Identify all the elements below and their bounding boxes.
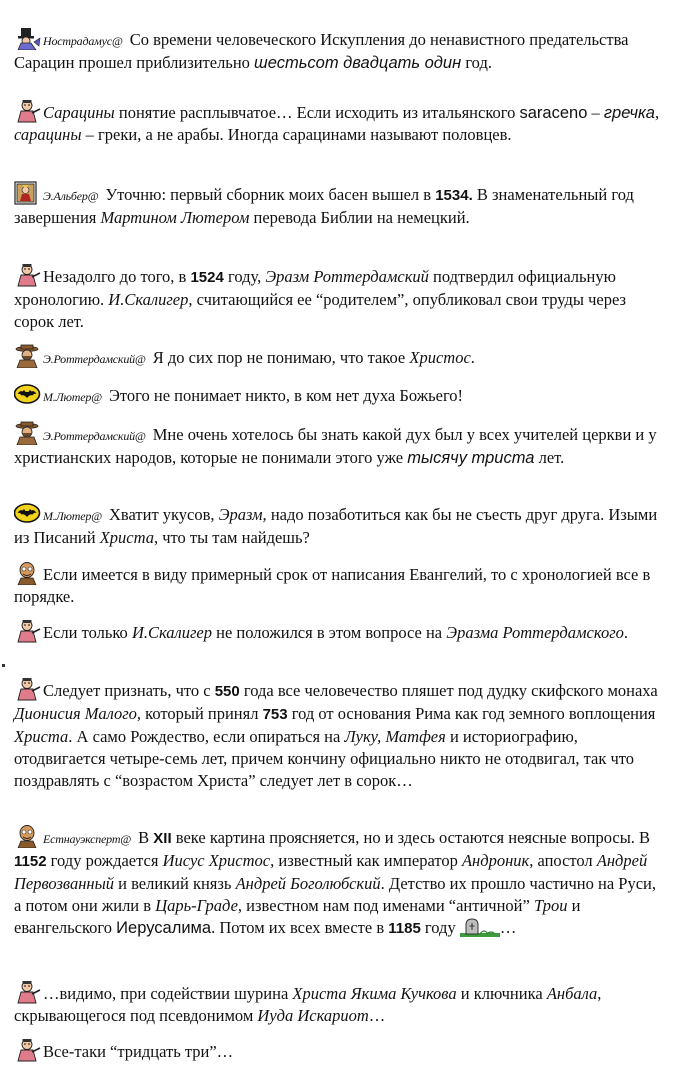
bald-man-avatar-icon: [14, 824, 42, 848]
message-10: Если только И.Скалигер не положился в этом вопросе на Эразма Роттердамского.: [14, 619, 666, 644]
message-4: Незадолго до того, в 1524 году, Эразм Роттердамский подтвердил официальную хронологию. И.Скалигер, считающийся ее “родителем”, опубликовал свои труды через сорок лет.: [14, 263, 666, 333]
author-signature: М.Лютер@: [43, 509, 103, 523]
author-signature: Э.Альбер@: [43, 189, 99, 203]
pointing-man-avatar-icon: [14, 99, 42, 123]
author-signature: Естнауэксперт@: [43, 832, 132, 846]
message-9: Если имеется в виду примерный срок от написания Евангелий, то с хронологией все в порядке.: [14, 561, 666, 608]
bat-emblem-avatar-icon: [14, 382, 42, 406]
author-signature: Э.Роттердамский@: [43, 429, 146, 443]
wizard-avatar-icon: [14, 26, 42, 50]
message-6: М.Лютер@ Этого не понимает никто, в ком нет духа Божьего!: [14, 382, 666, 408]
hat-man-avatar-icon: [14, 421, 42, 445]
pointing-man-avatar-icon: [14, 1038, 42, 1062]
message-13: …видимо, при содействии шурина Христа Якима Кучкова и ключника Анбала, скрывающегося под псевдонимом Иуда Искариот…: [14, 980, 666, 1027]
stray-mark: [2, 664, 5, 667]
bald-man-avatar-icon: [14, 561, 42, 585]
author-signature: Нострадамус@: [43, 34, 123, 48]
bat-emblem-avatar-icon: [14, 501, 42, 525]
message-11: Следует признать, что с 550 года все человечество пляшет под дудку скифского монаха Дионисия Малого, который принял 753 год от основания Рима как год земного воплощения Христа. А само Рождество, если опираться на Луку, Матфея и историографию, отодвигается четыре-семь лет, причем кончину официально никто не отодвигал, так что поздравлять с “возрастом Христа” следует лет в сорок…: [14, 677, 666, 792]
gravestone-icon: [460, 917, 500, 937]
author-signature: М.Лютер@: [43, 390, 103, 404]
message-7: Э.Роттердамский@ Мне очень хотелось бы знать какой дух был у всех учителей церкви и у христианских народов, которые не понимали этого уже тысячу триста лет.: [14, 421, 666, 469]
pointing-man-avatar-icon: [14, 980, 42, 1004]
message-12: Естнауэксперт@ В XII веке картина проясняется, но и здесь остаются неясные вопросы. В 1152 году рождается Иисус Христос, известный как император Андроник, апостол Андрей Первозванный и великий князь Андрей Боголюбский. Детство их прошло частично на Руси, а потом они жили в Царь-Граде, известном нам под именами “античной” Трои и евангельского Иерусалима. Потом их всех вместе в 1185 году …: [14, 824, 666, 940]
hat-man-avatar-icon: [14, 344, 42, 368]
playing-card-avatar-icon: [14, 181, 42, 205]
message-3: Э.Альбер@ Уточню: первый сборник моих басен вышел в 1534. В знаменательный год завершения Мартином Лютером перевода Библии на немецкий.: [14, 181, 666, 229]
author-signature: Э.Роттердамский@: [43, 352, 146, 366]
pointing-man-avatar-icon: [14, 263, 42, 287]
message-8: М.Лютер@ Хватит укусов, Эразм, надо позаботиться как бы не съесть друг друга. Изыми из Писаний Христа, что ты там найдешь?: [14, 501, 666, 549]
pointing-man-avatar-icon: [14, 677, 42, 701]
message-1: Нострадамус@ Со времени человеческого Искупления до ненавистного предательства Сарацин прошел приблизительно шестьсот двадцать один год.: [14, 26, 666, 74]
message-14: Все-таки “тридцать три”…: [14, 1038, 666, 1063]
message-5: Э.Роттердамский@ Я до сих пор не понимаю, что такое Христос.: [14, 344, 666, 370]
message-2: Сарацины понятие расплывчатое… Если исходить из итальянского saraceno – гречка, сарацины – греки, а не арабы. Иногда сарацинами называют половцев.: [14, 99, 666, 146]
pointing-man-avatar-icon: [14, 619, 42, 643]
